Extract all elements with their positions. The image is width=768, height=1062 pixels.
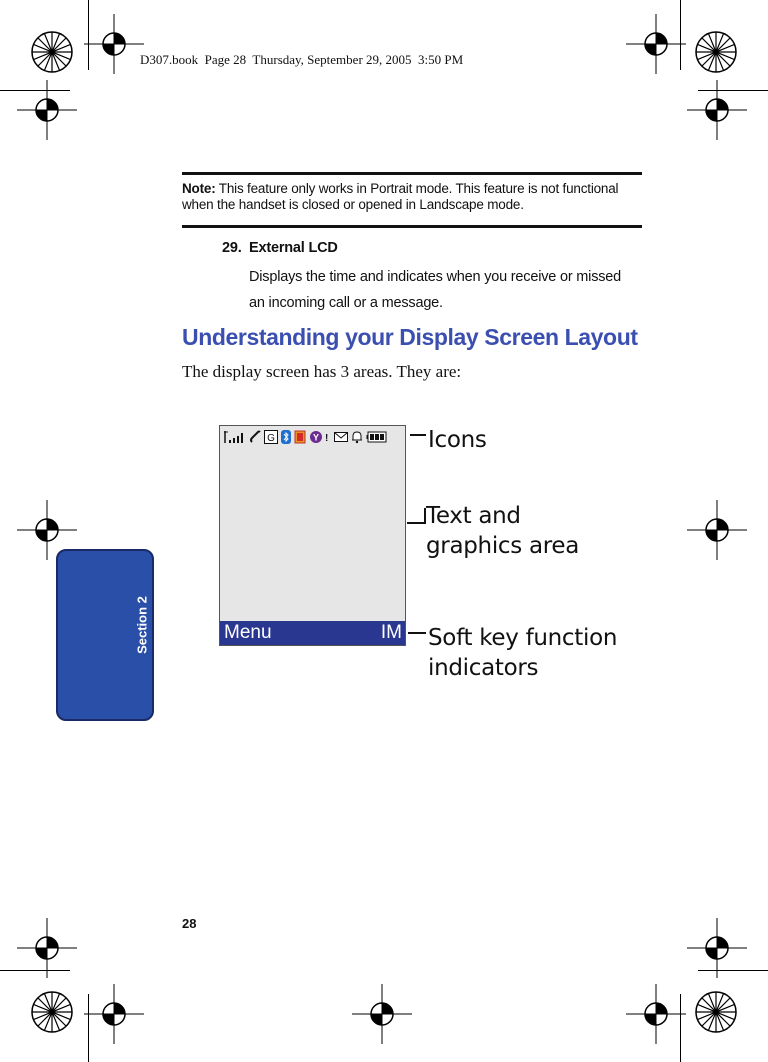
phone-display-figure — [219, 425, 406, 646]
registration-mark-icon — [687, 80, 747, 140]
registration-mark-icon — [84, 14, 144, 74]
callout-line-text-area — [407, 522, 425, 524]
callout-line-softkeys — [408, 632, 426, 634]
alarm-icon — [351, 430, 363, 444]
battery-icon — [366, 430, 388, 444]
print-header-stamp: D307.book Page 28 Thursday, September 29, 2005 3:50 PM — [140, 52, 464, 67]
registration-mark-icon — [84, 984, 144, 1044]
callout-icons-label: Icons — [428, 427, 487, 453]
starburst-mark-icon — [30, 30, 74, 74]
section-side-tab-label: Section 2 — [134, 596, 150, 654]
softkey-bar — [220, 621, 405, 645]
callout-softkeys-label: Soft key function indicators — [428, 625, 618, 681]
svg-text:G: G — [267, 433, 275, 444]
starburst-mark-icon — [694, 990, 738, 1034]
svg-text:!: ! — [325, 433, 329, 444]
status-bar — [220, 426, 405, 448]
note-label: Note: — [182, 181, 216, 196]
softkey-left-label: Menu — [224, 622, 272, 643]
note-top-rule — [182, 172, 642, 175]
note-block — [182, 181, 642, 213]
registration-mark-icon — [352, 984, 412, 1044]
callout-text-area-label: Text and graphics area — [426, 503, 580, 559]
message-icon — [334, 430, 348, 444]
section-heading: Understanding your Display Screen Layout — [182, 324, 638, 350]
registration-mark-icon — [687, 500, 747, 560]
step-number: 29. — [222, 240, 242, 256]
battery-alert-icon — [294, 430, 306, 444]
bluetooth-icon — [281, 430, 291, 444]
starburst-mark-icon — [694, 30, 738, 74]
note-text: This feature only works in Portrait mode. This feature is not functional when the handset is closed or opened in Landscape mode. — [182, 181, 619, 212]
call-icon — [249, 430, 261, 444]
callout-line-icons — [410, 434, 426, 436]
g-network-icon — [264, 430, 278, 444]
registration-mark-icon — [687, 918, 747, 978]
yahoo-icon — [309, 430, 331, 444]
note-bottom-rule — [182, 225, 642, 228]
registration-mark-icon — [17, 80, 77, 140]
registration-mark-icon — [626, 984, 686, 1044]
step-title: External LCD — [249, 240, 338, 256]
signal-icon — [224, 430, 246, 444]
svg-text:Y: Y — [312, 432, 320, 443]
softkey-right-label: IM — [380, 622, 402, 643]
page-number: 28 — [182, 916, 197, 931]
step-description: Displays the time and indicates when you receive or missed an incoming call or a message. — [249, 269, 622, 311]
body-paragraph: The display screen has 3 areas. They are: — [182, 362, 462, 381]
registration-mark-icon — [626, 14, 686, 74]
starburst-mark-icon — [30, 990, 74, 1034]
registration-mark-icon — [17, 918, 77, 978]
